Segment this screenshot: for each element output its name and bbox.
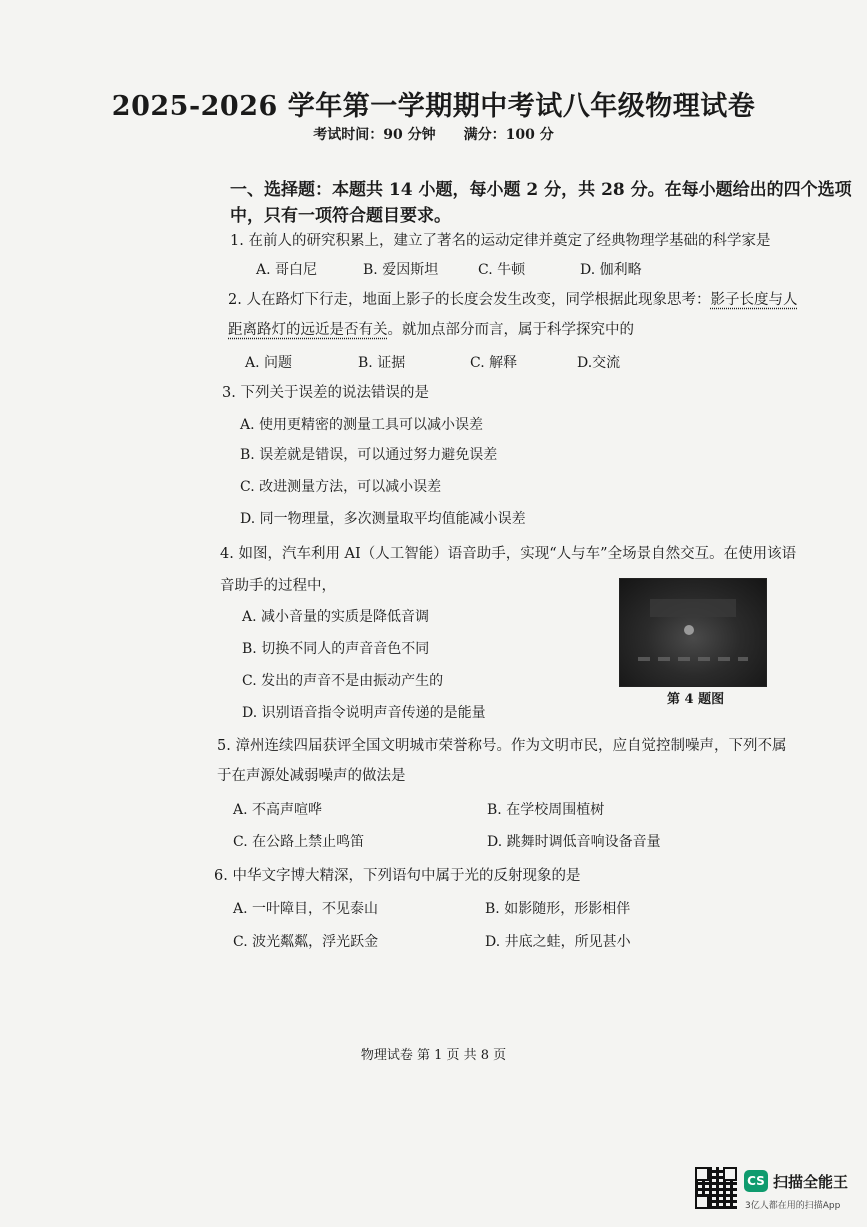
dashboard-knob <box>684 625 694 635</box>
q6-option-b: B. 如影随形，形影相伴 <box>485 901 631 917</box>
camscanner-tagline: 3亿人都在用的扫描App <box>745 1201 841 1211</box>
q1-option-b: B. 爱因斯坦 <box>363 262 439 278</box>
q6-option-a: A. 一叶障目，不见泰山 <box>233 901 379 917</box>
section-heading-line1: 一、选择题：本题共 14 小题，每小题 2 分，共 28 分。在每小题给出的四个选项 <box>230 180 852 200</box>
q4-option-d: D. 识别语音指令说明声音传递的是能量 <box>242 705 486 721</box>
q1-option-a: A. 哥白尼 <box>256 262 318 278</box>
q1-option-d: D. 伽利略 <box>580 262 642 278</box>
q2-option-b: B. 证据 <box>358 355 406 371</box>
q4-option-a: A. 减小音量的实质是降低音调 <box>242 609 430 625</box>
q2-stem-line1 <box>228 288 797 309</box>
q2-option-a: A. 问题 <box>245 355 293 371</box>
exam-title: 2025-2026 学年第一学期期中考试八年级物理试卷 <box>111 91 756 122</box>
camscanner-app-name: 扫描全能王 <box>773 1173 849 1191</box>
q2-emphasis-2: 距离路灯的远近是否有关 <box>228 322 388 338</box>
q3-stem: 3. 下列关于误差的说法错误的是 <box>222 385 429 401</box>
q6-stem: 6. 中华文字博大精深，下列语句中属于光的反射现象的是 <box>214 868 581 884</box>
q5-option-b: B. 在学校周围植树 <box>487 802 605 818</box>
q1-stem: 1. 在前人的研究积累上，建立了著名的运动定律并奠定了经典物理学基础的科学家是 <box>230 233 771 249</box>
q5-option-c: C. 在公路上禁止鸣笛 <box>233 834 365 850</box>
q2-option-c: C. 解释 <box>470 355 518 371</box>
exam-time: 考试时间：90 分钟 <box>313 127 436 143</box>
q4-stem-line2: 音助手的过程中， <box>220 578 336 594</box>
q4-stem-line1: 4. 如图，汽车利用 AI（人工智能）语音助手，实现“人与车”全场景自然交互。在使用该语 <box>220 546 797 562</box>
q3-option-d: D. 同一物理量，多次测量取平均值能减小误差 <box>240 511 526 527</box>
q6-option-d: D. 井底之蛙，所见甚小 <box>485 934 631 950</box>
full-score: 满分：100 分 <box>463 127 554 143</box>
section-heading-line2: 中，只有一项符合题目要求。 <box>230 206 451 226</box>
dashboard-screen <box>650 599 736 617</box>
q5-stem-line1: 5. 漳州连续四届获评全国文明城市荣誉称号。作为文明市民，应自觉控制噪声，下列不属 <box>217 738 787 754</box>
q5-stem-line2: 于在声源处减弱噪声的做法是 <box>217 768 406 784</box>
dashboard-buttons <box>638 657 748 661</box>
camscanner-logo-icon: CS <box>744 1170 768 1192</box>
q2-option-d: D.交流 <box>577 355 621 371</box>
q2-stem-line2 <box>228 318 634 339</box>
exam-info <box>0 124 867 144</box>
page-footer: 物理试卷 第 1 页 共 8 页 <box>360 1048 507 1063</box>
q4-option-b: B. 切换不同人的声音音色不同 <box>242 641 430 657</box>
q1-option-c: C. 牛顿 <box>478 262 526 278</box>
car-dashboard-image <box>619 578 767 687</box>
figure-caption: 第 4 题图 <box>667 692 725 707</box>
q5-option-a: A. 不高声喧哗 <box>233 802 323 818</box>
q3-option-b: B. 误差就是错误，可以通过努力避免误差 <box>240 447 498 463</box>
qr-code-icon <box>695 1167 737 1209</box>
q6-option-c: C. 波光粼粼，浮光跃金 <box>233 934 379 950</box>
q5-option-d: D. 跳舞时调低音响设备音量 <box>487 834 661 850</box>
q2-stem-line1-text: 2. 人在路灯下行走，地面上影子的长度会发生改变，同学根据此现象思考： <box>228 292 711 308</box>
q3-option-a: A. 使用更精密的测量工具可以减小误差 <box>240 417 484 433</box>
q2-stem-line2-text: 。就加点部分而言，属于科学探究中的 <box>387 322 634 338</box>
q2-emphasis-1: 影子长度与人 <box>710 292 798 308</box>
q3-option-c: C. 改进测量方法，可以减小误差 <box>240 479 442 495</box>
q4-option-c: C. 发出的声音不是由振动产生的 <box>242 673 444 689</box>
